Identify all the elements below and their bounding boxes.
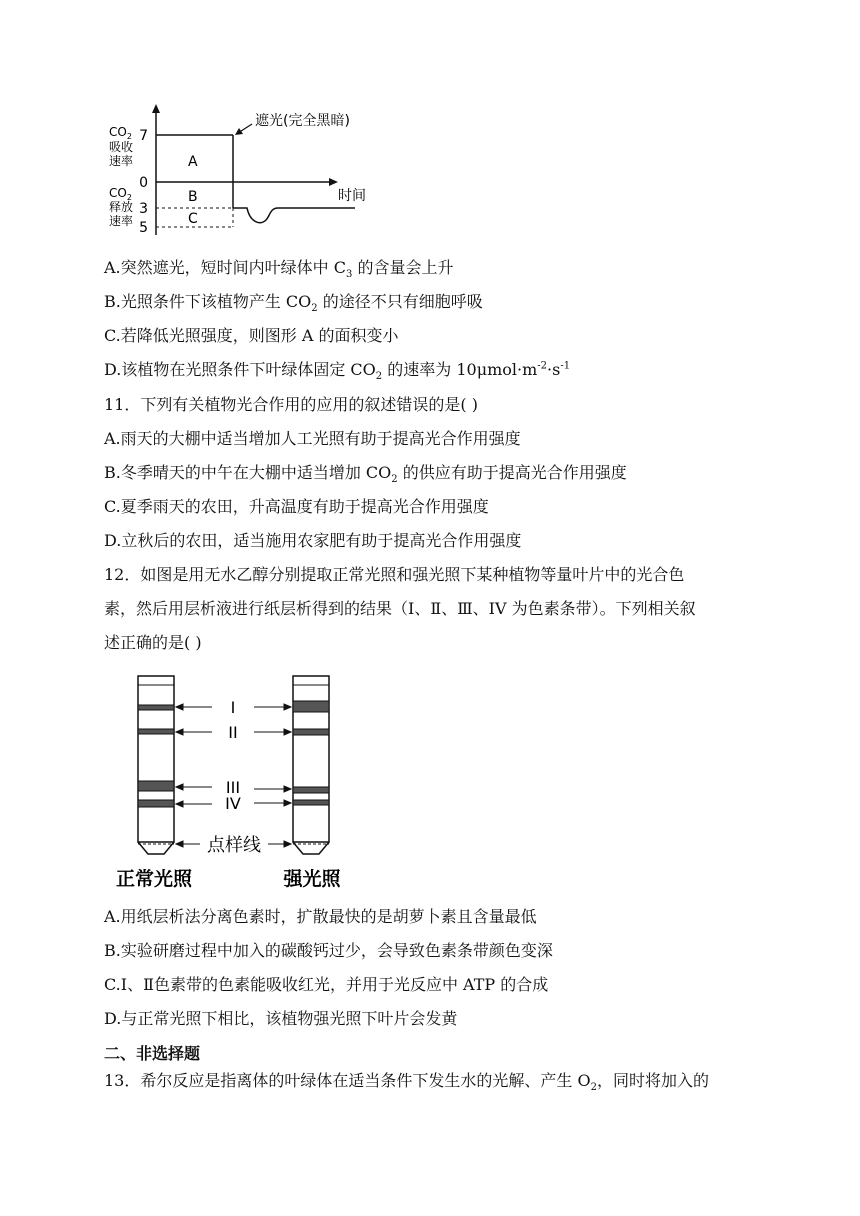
q10-option-a: A.突然遮光，短时间内叶绿体中 $C_3$ 的含量会上升 [104,258,454,281]
q11-option-d: D.立秋后的农田，适当施用农家肥有助于提高光合作用强度 [104,531,522,550]
absorb-label-1: 吸收 [109,140,134,154]
chromatography-figure [104,672,364,892]
region-c: C [188,211,198,227]
q10-option-d: D.该植物在光照条件下叶绿体固定 $CO_2$ 的速率为 $10\mu mol\cdot m^{-2}\cdot s^{-1}$ [104,360,571,383]
left-band-II [138,729,174,734]
q13-stem: 13．希尔反应是指离体的叶绿体在适当条件下发生水的光解、产生 $O_2$，同时将加入的 [104,1071,709,1094]
q11-stem: 11．下列有关植物光合作用的应用的叙述错误的是( ) [104,395,478,414]
tick-3: 3 [139,201,148,217]
time-label: 时间 [338,188,366,204]
region-b: B [188,189,198,205]
q12-stem-line-2: 素，然后用层析液进行纸层析得到的结果（I、Ⅱ、Ⅲ、IV 为色素条带）。下列相关叙 [104,599,696,618]
release-label-2: 速率 [109,214,134,228]
release-label-1: 释放 [109,200,134,214]
left-band-IV [138,800,174,807]
q11-option-a: A.雨天的大棚中适当增加人工光照有助于提高光合作用强度 [104,429,521,448]
q10-option-c: C.若降低光照强度，则图形 A 的面积变小 [104,326,399,345]
left-band-I [138,705,174,710]
q12-option-d: D.与正常光照下相比，该植物强光照下叶片会发黄 [104,1009,458,1028]
absorb-label-2: 速率 [109,154,134,168]
left-band-III [138,781,174,791]
annotation-text: 遮光(完全黑暗) [255,113,350,129]
release-label-co2: $CO_2$ [109,186,132,202]
q11-option-c: C.夏季雨天的农田，升高温度有助于提高光合作用强度 [104,497,489,516]
origin-line-label: 点样线 [207,835,261,856]
right-band-II [293,729,329,735]
q12-stem-line-1: 12．如图是用无水乙醇分别提取正常光照和强光照下某种植物等量叶片中的光合色 [104,565,685,584]
absorb-label-co2: $CO_2$ [109,125,132,141]
co2-rate-graph [100,100,400,240]
right-band-IV [293,800,329,805]
band-label-II: II [228,723,238,742]
q12-stem-line-3: 述正确的是( ) [104,633,202,652]
q10-option-b: B.光照条件下该植物产生 $CO_2$ 的途径不只有细胞呼吸 [104,292,483,315]
tick-5: 5 [139,220,148,236]
left-paper-strip [138,676,174,854]
right-strip-caption: 强光照 [283,868,341,890]
region-a: A [188,154,198,170]
band-label-III: III [225,778,241,797]
q12-option-c: C.I、Ⅱ色素带的色素能吸收红光，并用于光反应中 ATP 的合成 [104,975,549,994]
band-label-I: I [230,698,236,717]
section-heading: 二、非选择题 [104,1044,201,1063]
right-band-I [293,701,329,712]
annotation-arrowhead [235,128,243,135]
tick-0: 0 [139,175,148,191]
x-axis-arrow [329,178,338,186]
q12-option-a: A.用纸层析法分离色素时，扩散最快的是胡萝卜素且含量最低 [104,907,537,926]
q12-option-b: B.实验研磨过程中加入的碳酸钙过少，会导致色素条带颜色变深 [104,941,553,960]
right-band-III [293,787,329,793]
left-strip-caption: 正常光照 [115,868,193,890]
tick-7: 7 [139,128,148,144]
y-axis-arrow [152,104,160,113]
dark-respiration-curve [233,208,355,223]
band-label-IV: IV [225,794,241,813]
q11-option-b: B.冬季晴天的中午在大棚中适当增加 $CO_2$ 的供应有助于提高光合作用强度 [104,463,627,486]
